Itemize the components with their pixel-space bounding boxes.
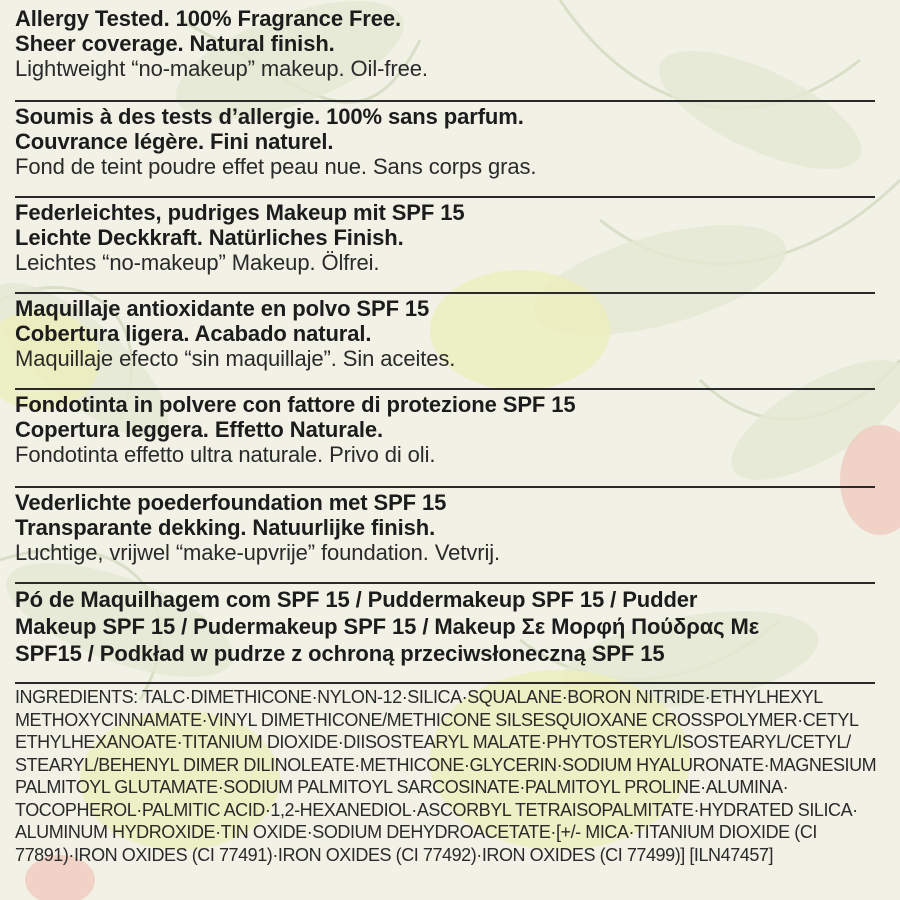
german-claim-line-2: Leichte Deckkraft. Natürliches Finish. — [15, 225, 404, 250]
ingredients-line: 77891)·IRON OXIDES (CI 77491)·IRON OXIDES (CI 77492)·IRON OXIDES (CI 77499)] [ILN47457] — [15, 843, 774, 865]
ingredients-line: TOCOPHEROL·PALMITIC ACID·1,2-HEXANEDIOL·ASCORBYL TETRAISOPALMITATE·HYDRATED SILICA· — [15, 798, 858, 820]
italian-description: Fondotinta effetto ultra naturale. Privo di oli. — [15, 442, 436, 467]
dutch-claim-line-2: Transparante dekking. Natuurlijke finish. — [15, 515, 436, 540]
german-description: Leichtes “no-makeup” Makeup. Ölfrei. — [15, 250, 380, 275]
ingredients-line: METHOXYCINNAMATE·VINYL DIMETHICONE/METHICONE SILSESQUIOXANE CROSSPOLYMER·CETYL — [15, 708, 859, 730]
multilingual-line-2: Makeup SPF 15 / Pudermakeup SPF 15 / Makeup Σε Μορφή Πούδρας Με — [15, 614, 760, 639]
italian-claim-line-1: Fondotinta in polvere con fattore di protezione SPF 15 — [15, 392, 576, 417]
ingredients-list — [15, 686, 877, 866]
english-description: Lightweight “no-makeup” makeup. Oil-free. — [15, 56, 428, 81]
spanish-claim-line-2: Cobertura ligera. Acabado natural. — [15, 321, 372, 346]
section-spanish — [15, 296, 875, 390]
german-claim-line-1: Federleichtes, pudriges Makeup mit SPF 15 — [15, 200, 465, 225]
spanish-description: Maquillaje efecto “sin maquillaje”. Sin aceites. — [15, 346, 456, 371]
section-italian — [15, 392, 875, 488]
spanish-claim-line-1: Maquillaje antioxidante en polvo SPF 15 — [15, 296, 430, 321]
dutch-description: Luchtige, vrijwel “make-upvrije” foundation. Vetvrij. — [15, 540, 501, 565]
ingredients-line: STEARYL/BEHENYL DIMER DILINOLEATE·METHICONE·GLYCERIN·SODIUM HYALURONATE·MAGNESIUM — [15, 753, 877, 775]
section-dutch — [15, 490, 875, 584]
dutch-claim-line-1: Vederlichte poederfoundation met SPF 15 — [15, 490, 447, 515]
section-german — [15, 200, 875, 294]
ingredients-line: ETHYLHEXANOATE·TITANIUM DIOXIDE·DIISOSTEARYL MALATE·PHYTOSTERYL/ISOSTEARYL/CETYL/ — [15, 731, 851, 752]
english-claim-line-1: Allergy Tested. 100% Fragrance Free. — [15, 6, 402, 31]
multilingual-line-1: Pó de Maquilhagem com SPF 15 / Puddermakeup SPF 15 / Pudder — [15, 587, 698, 612]
french-claim-line-1: Soumis à des tests d’allergie. 100% sans parfum. — [15, 104, 524, 129]
english-claim-line-2: Sheer coverage. Natural finish. — [15, 31, 335, 56]
ingredients-line: PALMITOYL GLUTAMATE·SODIUM PALMITOYL SARCOSINATE·PALMITOYL PROLINE·ALUMINA· — [15, 776, 789, 797]
french-claim-line-2: Couvrance légère. Fini naturel. — [15, 129, 334, 154]
french-description: Fond de teint poudre effet peau nue. Sans corps gras. — [15, 154, 537, 179]
section-french — [15, 104, 875, 198]
section-english — [15, 6, 875, 102]
section-multilingual — [15, 586, 875, 684]
ingredients-line: ALUMINUM HYDROXIDE·TIN OXIDE·SODIUM DEHYDROACETATE·[+/- MICA·TITANIUM DIOXIDE (CI — [15, 821, 817, 842]
ingredients-line: INGREDIENTS: TALC·DIMETHICONE·NYLON-12·SILICA·SQUALANE·BORON NITRIDE·ETHYLHEXYL — [15, 686, 823, 707]
italian-claim-line-2: Copertura leggera. Effetto Naturale. — [15, 417, 384, 442]
multilingual-line-3: SPF15 / Podkład w pudrze z ochroną przeciwsłoneczną SPF 15 — [15, 641, 665, 666]
